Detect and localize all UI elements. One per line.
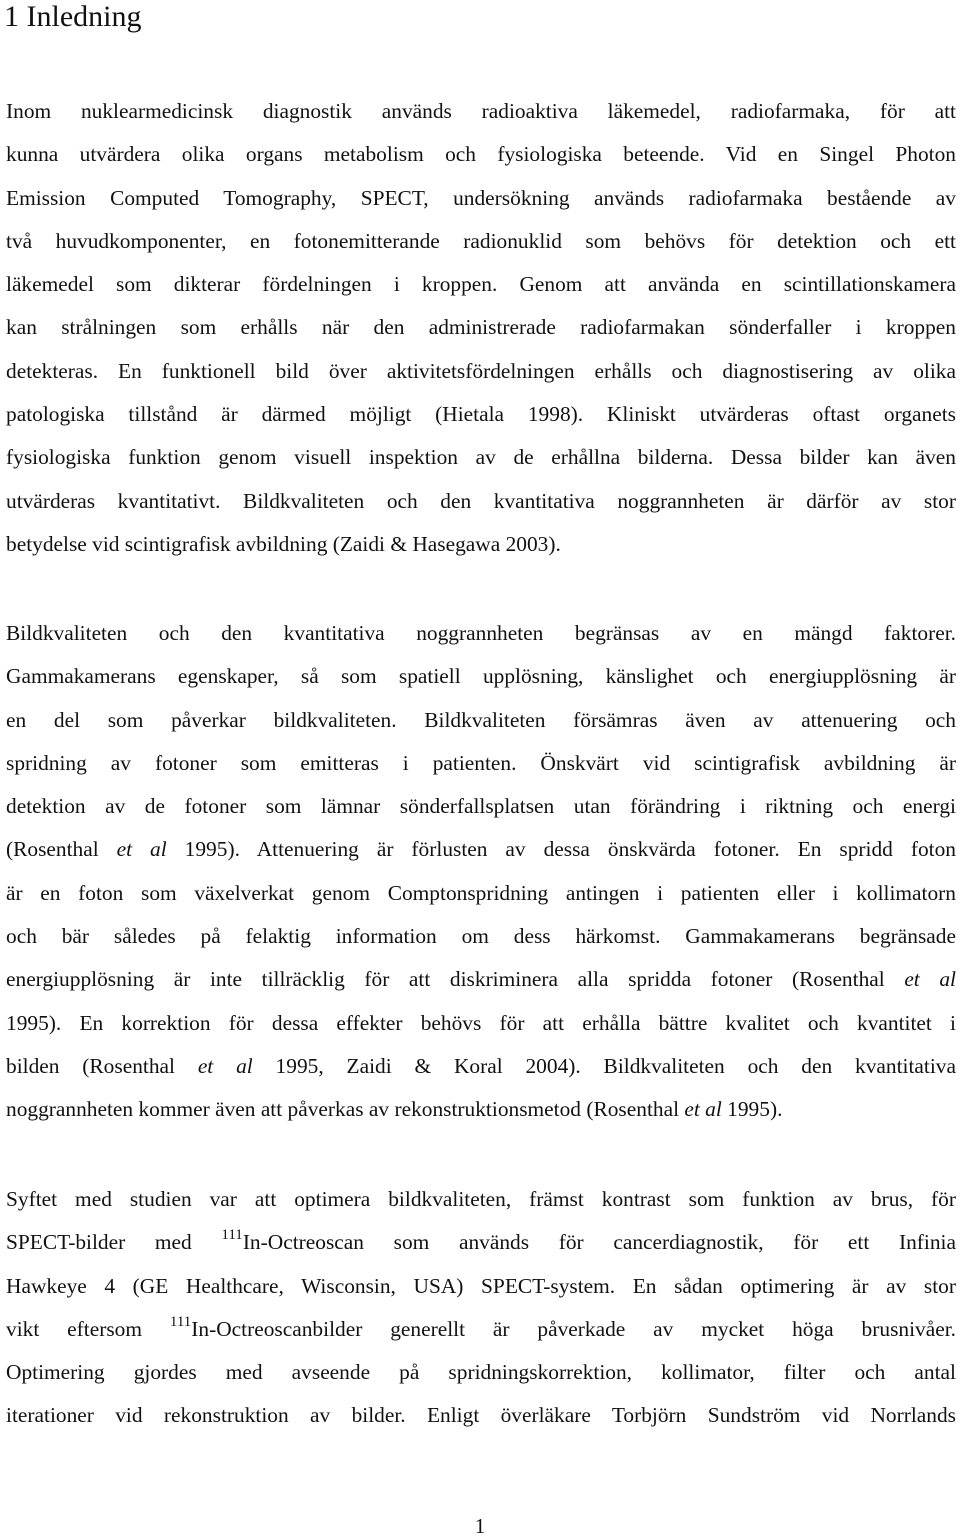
text-line: två huvudkomponenter, en fotonemitterande radionuklid som behövs för detektion och ett [6,228,956,253]
text-line [6,1351,956,1394]
text-line: utvärderas kvantitativt. Bildkvaliteten och den kvantitativa noggrannheten är därför av stor [6,488,956,513]
italic-text: et al [904,967,956,992]
text-run: en del som påverkar bildkvaliteten. Bildkvaliteten försämras även av attenuering och [6,707,956,732]
text-line [6,1308,956,1351]
text-run: 1995, Zaidi & Koral 2004). Bildkvaliteten och den kvantitativa [252,1053,956,1078]
italic-text: et al [684,1097,722,1122]
text-run: SPECT-bilder med [6,1230,222,1255]
page-number: 1 [474,1514,486,1538]
text-run: In-Octreoscanbilder generellt är påverkade av mycket höga brusnivåer. [191,1316,957,1341]
text-run: Gammakamerans egenskaper, så som spatiell upplösning, känslighet och energiupplösning är [6,664,956,689]
superscript-mass-number: 111 [169,1313,192,1330]
text-line [6,742,956,785]
text-run: 1995). [721,1097,783,1122]
text-run: och bär således på felaktig information om dess härkomst. Gammakamerans begränsade [6,924,956,949]
text-run: (Rosenthal [6,837,117,862]
text-line [6,1265,956,1308]
text-line [6,828,956,871]
text-line [6,1045,956,1088]
section-heading: 1 Inledning [4,0,142,33]
text-run: bilden (Rosenthal [6,1053,198,1078]
text-line [6,872,956,915]
text-line: detekteras. En funktionell bild över aktivitetsfördelningen erhålls och diagnostisering av olika [6,358,956,383]
paragraph-1 [6,90,956,566]
text-line [6,655,956,698]
text-line: fysiologiska funktion genom visuell inspektion av de erhållna bilderna. Dessa bilder kan även [6,445,956,470]
text-line [6,785,956,828]
text-line [6,699,956,742]
text-line: patologiska tillstånd är därmed möjligt (Hietala 1998). Kliniskt utvärderas oftast organets [6,402,956,427]
text-run: 1995). En korrektion för dessa effekter behövs för att erhålla bättre kvalitet och kvantitet i [6,1010,956,1035]
text-line [6,915,956,958]
text-run: Hawkeye 4 (GE Healthcare, Wisconsin, USA) SPECT-system. En sådan optimering är av stor [6,1273,956,1298]
text-line [6,1002,956,1045]
text-line [6,1221,956,1264]
text-run: In-Octreoscan som används för cancerdiagnostik, för ett Infinia [242,1230,956,1255]
text-run: Optimering gjordes med avseende på spridningskorrektion, kollimator, filter och antal [6,1360,956,1385]
text-line: läkemedel som dikterar fördelningen i kroppen. Genom att använda en scintillationskamera [6,272,956,297]
text-line [6,612,956,655]
text-line: Emission Computed Tomography, SPECT, undersökning används radiofarmaka bestående av [6,185,956,210]
superscript-mass-number: 111 [221,1227,243,1244]
text-line: Inom nuklearmedicinsk diagnostik används radioaktiva läkemedel, radiofarmaka, för att [6,99,956,123]
paragraph-2 [6,612,956,1132]
text-run: är en foton som växelverkat genom Comptonspridning antingen i patienten eller i kollimatorn [6,880,956,905]
text-run: noggrannheten kommer även att påverkas av rekonstruktionsmetod (Rosenthal [6,1097,685,1122]
italic-text: et al [197,1053,253,1078]
text-run: 1995). Attenuering är förlusten av dessa önskvärda fotoner. En spridd foton [166,837,956,862]
text-run: Bildkvaliteten och den kvantitativa noggrannheten begränsas av en mängd faktorer. [6,621,956,645]
text-run: Syftet med studien var att optimera bildkvaliteten, främst kontrast som funktion av brus, för [6,1187,956,1211]
text-run: vikt eftersom [6,1316,170,1341]
paragraph-3 [6,1178,956,1438]
text-line [6,1394,956,1437]
text-line: kunna utvärdera olika organs metabolism och fysiologiska beteende. Vid en Singel Photon [6,142,956,167]
text-run: energiupplösning är inte tillräcklig för att diskriminera alla spridda fotoner (Rosenthal [6,967,905,992]
text-run: detektion av de fotoner som lämnar sönderfallsplatsen utan förändring i riktning och energi [6,794,956,819]
italic-text: et al [116,837,167,862]
text-line: kan strålningen som erhålls när den administrerade radiofarmakan sönderfaller i kroppen [6,315,956,340]
text-line: betydelse vid scintigrafisk avbildning (Zaidi & Hasegawa 2003). [6,531,561,556]
text-run: spridning av fotoner som emitteras i patienten. Önskvärt vid scintigrafisk avbildning är [6,750,956,775]
text-line [6,1088,956,1131]
text-run: iterationer vid rekonstruktion av bilder. Enligt överläkare Torbjörn Sundström vid Norrlands [6,1403,956,1428]
text-line [6,958,956,1001]
text-line [6,1178,956,1221]
